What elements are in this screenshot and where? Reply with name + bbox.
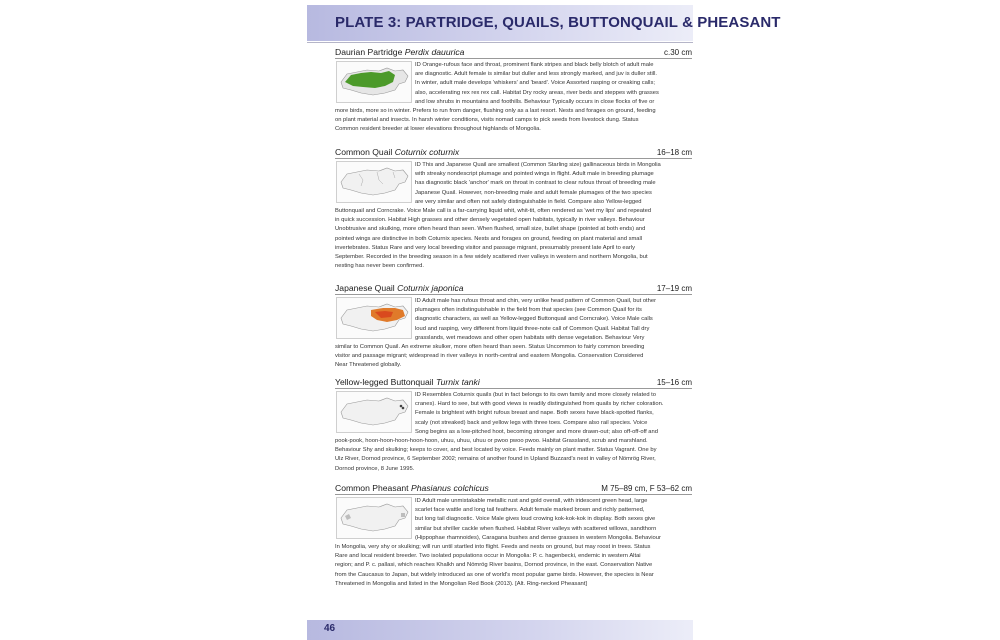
entry-heading <box>335 282 692 295</box>
distribution-map <box>336 61 412 103</box>
species-name: Common Quail Coturnix coturnix <box>335 147 460 157</box>
species-entry <box>335 46 692 135</box>
species-text: ID Adult male unmistakable metallic rust and gold overall, with iridescent green head, large scarlet face wattle and long tail feathers. Adult female marked brown and richly patterned, but long tail diagnostic. Voice Male gives loud crowing kok-kok-kok in display. Both sexes give similar but shriller cackle when flushed. Habitat River valleys with scattered willows, sandthorn (Hippophae rhamnoides), Caragana bushes and dense grasses in western Mongolia. Behaviour In Mongolia, very shy or skulking; will run until startled into flight. Feeds and nests on ground, but may roost in trees. Status Rare and local resident breeder. Two isolated populations occur in Mongolia: P. c. hagenbecki, endemic in western Altai region; and P. c. pallasi, which reaches Khalkh and Nömrög River basins, Dornod province, in the east. Conservation Native from the Caucasus to Japan, but widely introduced as one of world's most popular game birds. However, the species is Near Threatened in Mongolia and listed in the Mongolian Red Book (2013). [Alt. Ring-necked Pheasant] <box>335 498 661 587</box>
distribution-map <box>336 391 412 433</box>
entry-heading <box>335 482 692 495</box>
species-size: 15–16 cm <box>656 378 692 387</box>
species-name: Japanese Quail Coturnix japonica <box>335 283 464 293</box>
species-name: Daurian Partridge Perdix dauurica <box>335 47 465 57</box>
species-size: M 75–89 cm, F 53–62 cm <box>601 484 692 493</box>
species-entry <box>335 482 692 589</box>
entry-heading <box>335 46 692 59</box>
species-name: Common Pheasant Phasianus colchicus <box>335 483 489 493</box>
book-page <box>307 0 781 640</box>
plate-title: PLATE 3: PARTRIDGE, QUAILS, BUTTONQUAIL & PHEASANT <box>335 14 781 31</box>
header-rule <box>307 42 693 43</box>
page-number: 46 <box>324 623 336 634</box>
species-entry <box>335 282 692 371</box>
species-text: ID This and Japanese Quail are smallest (Common Starling size) gallinaceous birds in Mongolia with streaky nondescript plumage and pointed wings in flight. Adult male in breeding plumage has diagnostic black 'anchor' mark on throat in contrast to clear rufous throat of breeding male Japanese Quail. However, non-breeding male and adult female plumages of the two species are very similar and often not safely distinguishable in field. Compare also Yellow-legged Buttonquail and Corncrake. Voice Male call is a far-carrying liquid whit, whit-tit, often rendered as 'wet my lips' and repeated in quick succession. Habitat High grasses and other densely vegetated open habitats, typically in river valleys. Behaviour Unobtrusive and skulking, more often heard than seen. When flushed, small size, bullet shape (pointed at both ends) and pointed wings are distinctive in both Coturnix species. Nests and forages on ground, feeding on plant material and small invertebrates. Status Rare and very local breeding visitor and passage migrant, presumably present late April to early September. Recorded in the breeding season in a few widely scattered river valleys in western and northern Mongolia, but nesting has never been confirmed. <box>335 162 661 270</box>
species-name: Yellow-legged Buttonquail Turnix tanki <box>335 377 480 387</box>
species-entry <box>335 146 692 271</box>
species-text: ID Adult male has rufous throat and chin, very unlike head pattern of Common Quail, but other plumages often indistinguishable in the field from that species (see Common Quail for its diagnostic characters, as well as Yellow-legged Buttonquail and Corncrake). Voice Male calls loud and rasping, very different from liquid three-note call of Common Quail. Habitat Tall dry grasslands, wet meadows and other open habitats with dense vegetation. Behaviour Very similar to Common Quail. An extreme skulker, more often heard than seen. Status Uncommon to fairly common breeding visitor and passage migrant; widespread in river valleys in north-central and eastern Mongolia. Conservation Considered Near Threatened globally. <box>335 298 657 369</box>
species-entry <box>335 376 692 474</box>
entry-heading <box>335 146 692 159</box>
species-size: 16–18 cm <box>656 148 692 157</box>
entry-heading <box>335 376 692 389</box>
species-text: ID Resembles Coturnix quails (but in fact belongs to its own family and more closely related to cranes). Hard to see, but with good views is readily distinguished from quails by richer coloration. Female is brightest with bright rufous breast and nape. Both sexes have black-spotted flanks, scaly (not streaked) back and yellow legs with three toes. Compare also rail species. Voice Song begins as a low-pitched hoot, becoming stronger and more drawn-out; also off-off-off and pook-pook, hoon-hoon-hoon-hoon-hoon, uhuu, uhuu, uhuu or pwoo pwoo pwoo. Habitat Grassland, scrub and marshland. Behaviour Shy and skulking; keeps to cover, and best located by voice. Feeds mainly on plant matter. Status Vagrant. One by Ulz River, Dornod province, 6 September 2002; remains of another found in Upland Buzzard's nest in valley of Nömrög River, Dornod province, 8 June 1995. <box>335 392 664 472</box>
distribution-map <box>336 161 412 203</box>
species-size: c.30 cm <box>663 48 692 57</box>
distribution-map <box>336 497 412 539</box>
species-size: 17–19 cm <box>656 284 692 293</box>
plate-header <box>307 5 781 41</box>
page-footer <box>307 620 693 640</box>
species-text: ID Orange-rufous face and throat, prominent flank stripes and black belly blotch of adult male are diagnostic. Adult female is similar but duller and less strongly marked, and juv is duller still. In winter, adult male develops 'whiskers' and 'beard'. Voice Assorted rasping or creaking calls; also, accelerating rex rex rex call. Habitat Dry rocky areas, river beds and steppes with grasses and low shrubs in mountains and foothills. Behaviour Typically occurs in close flocks of five or more birds, more so in winter. Prefers to run from danger, flushing only as a last resort. Nests and forages on ground, feeding on plant material and insects. In harsh winter conditions, visits nomad camps to pick seeds from livestock dung. Status Common resident breeder at lower elevations throughout highlands of Mongolia. <box>335 62 659 133</box>
distribution-map <box>336 297 412 339</box>
